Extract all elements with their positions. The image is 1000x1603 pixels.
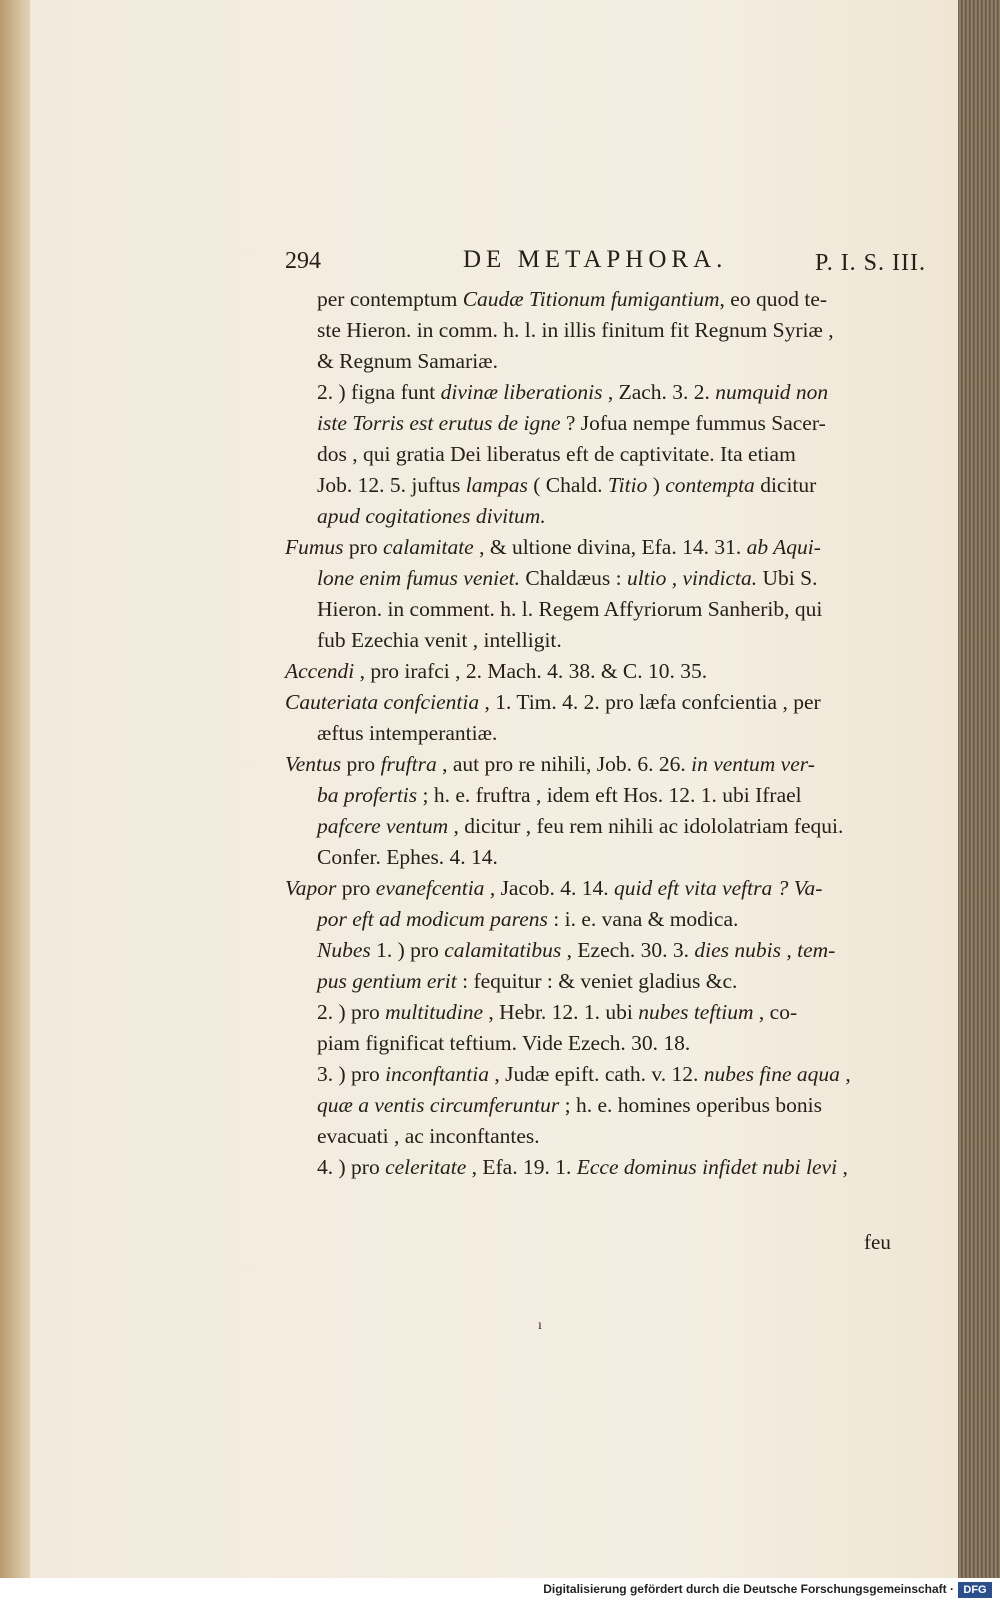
text-line: [285, 315, 935, 346]
italic-segment: Caudæ Titionum fumigantium: [462, 287, 720, 311]
text-segment: fub Ezechia venit , intelligit.: [317, 628, 562, 652]
text-line: [285, 625, 935, 656]
text-segment: dos , qui gratia Dei liberatus eft de captivitate. Ita etiam: [317, 442, 796, 466]
text-segment: Ubi S.: [757, 566, 818, 590]
text-line: [285, 563, 935, 594]
text-segment: evacuati , ac inconftantes.: [317, 1124, 540, 1148]
italic-segment: lone enim fumus veniet.: [317, 566, 521, 590]
italic-segment: quid eft vita veftra ? Va-: [614, 876, 823, 900]
italic-segment: nubes teftium: [638, 1000, 754, 1024]
text-line: [285, 811, 935, 842]
text-segment: ste Hieron. in comm. h. l. in illis finitum fit Regnum Syriæ ,: [317, 318, 834, 342]
italic-segment: dies nubis , tem-: [694, 938, 836, 962]
text-segment: , aut pro re nihili, Job. 6. 26.: [436, 752, 692, 776]
text-line: [285, 439, 935, 470]
text-segment: , Judæ epift. cath. v. 12.: [489, 1062, 704, 1086]
text-line: [285, 1059, 935, 1090]
text-segment: , Jacob. 4. 14.: [484, 876, 615, 900]
italic-segment: divinæ liberationis: [440, 380, 603, 404]
running-header: [285, 238, 935, 284]
text-segment: Hieron. in comment. h. l. Regem Affyriorum Sanherib, qui: [317, 597, 823, 621]
dfg-logo: DFG: [958, 1582, 992, 1598]
text-segment: ,: [837, 1155, 848, 1179]
text-segment: pro: [343, 535, 383, 559]
italic-segment: fruftra: [380, 752, 437, 776]
italic-segment: calamitate: [382, 535, 474, 559]
text-segment: , co-: [753, 1000, 798, 1024]
italic-segment: Nubes: [317, 938, 371, 962]
italic-segment: Ecce dominus infidet nubi levi: [576, 1155, 838, 1179]
text-line: [285, 377, 935, 408]
text-segment: , pro irafci , 2. Mach. 4. 38. & C. 10. 35.: [354, 659, 708, 683]
text-segment: , Ezech. 30. 3.: [561, 938, 695, 962]
italic-segment: por eft ad modicum parens: [317, 907, 548, 931]
text-segment: ? Jofua nempe fummus Sacer-: [560, 411, 826, 435]
book-spine: [0, 0, 30, 1578]
italic-segment: apud cogitationes divitum.: [317, 504, 546, 528]
text-segment: per contemptum: [317, 287, 463, 311]
italic-segment: Vapor: [285, 876, 337, 900]
body-text: [285, 284, 935, 1183]
text-segment: 2. ) figna funt: [317, 380, 441, 404]
text-line: [285, 997, 935, 1028]
page-mark: ı: [538, 1318, 542, 1333]
italic-segment: ba profertis: [317, 783, 418, 807]
page-number: 294: [285, 248, 321, 274]
text-line: [285, 501, 935, 532]
text-segment: æftus intemperantiæ.: [317, 721, 498, 745]
text-line: [285, 470, 935, 501]
italic-segment: Cauteriata confcientia: [285, 690, 480, 714]
italic-segment: evanefcentia: [375, 876, 485, 900]
text-line: [285, 1090, 935, 1121]
text-line: [285, 1028, 935, 1059]
italic-segment: Titio: [607, 473, 648, 497]
text-line: [285, 780, 935, 811]
text-line: [285, 966, 935, 997]
text-line: [285, 346, 935, 377]
text-segment: , Hebr. 12. 1. ubi: [483, 1000, 639, 1024]
italic-segment: calamitatibus: [444, 938, 562, 962]
text-segment: , eo quod te-: [719, 287, 828, 311]
italic-segment: numquid non: [715, 380, 829, 404]
text-segment: 3. ) pro: [317, 1062, 386, 1086]
text-line: [285, 532, 935, 563]
text-line: [285, 935, 935, 966]
italic-segment: Ventus: [285, 752, 342, 776]
italic-segment: pus gentium erit: [317, 969, 457, 993]
text-line: [285, 873, 935, 904]
text-segment: , Zach. 3. 2.: [602, 380, 716, 404]
italic-segment: iste Torris est erutus de igne: [317, 411, 561, 435]
text-segment: , & ultione divina, Efa. 14. 31.: [473, 535, 747, 559]
text-segment: , dicitur , feu rem nihili ac idololatriam fequi.: [448, 814, 844, 838]
italic-segment: Accendi: [285, 659, 355, 683]
part-section: P. I. S. III.: [815, 250, 927, 276]
italic-segment: multitudine: [385, 1000, 484, 1024]
catchword: feu: [864, 1230, 891, 1254]
italic-segment: lampas: [465, 473, 528, 497]
italic-segment: contempta: [665, 473, 755, 497]
text-segment: : i. e. vana & modica.: [547, 907, 739, 931]
text-line: [285, 1152, 935, 1183]
text-segment: pro: [336, 876, 376, 900]
italic-segment: in ventum ver-: [691, 752, 815, 776]
fore-edge: [958, 0, 1000, 1578]
italic-segment: pafcere ventum: [317, 814, 449, 838]
text-segment: : fequitur : & veniet gladius &c.: [456, 969, 738, 993]
page-text: [285, 238, 935, 1183]
text-segment: Job. 12. 5. juftus: [317, 473, 466, 497]
text-segment: , Efa. 19. 1.: [466, 1155, 577, 1179]
text-segment: ,: [839, 1062, 851, 1086]
text-segment: pro: [341, 752, 381, 776]
text-segment: ): [647, 473, 666, 497]
text-line: [285, 656, 935, 687]
digitization-credit: Digitalisierung gefördert durch die Deutsche Forschungsgemeinschaft ·: [543, 1582, 954, 1596]
text-line: [285, 1121, 935, 1152]
italic-segment: inconftantia: [385, 1062, 489, 1086]
italic-segment: nubes fine aqua: [703, 1062, 840, 1086]
italic-segment: ab Aqui-: [746, 535, 821, 559]
italic-segment: Fumus: [285, 535, 344, 559]
text-line: [285, 408, 935, 439]
text-segment: 4. ) pro: [317, 1155, 386, 1179]
text-segment: dicitur: [754, 473, 817, 497]
text-segment: & Regnum Samariæ.: [317, 349, 498, 373]
text-line: [285, 284, 935, 315]
text-segment: 1. ) pro: [370, 938, 445, 962]
text-segment: 2. ) pro: [317, 1000, 386, 1024]
text-line: [285, 594, 935, 625]
text-line: [285, 904, 935, 935]
text-line: [285, 718, 935, 749]
text-line: [285, 749, 935, 780]
footer: [0, 1578, 1000, 1603]
text-segment: ( Chald.: [527, 473, 608, 497]
text-segment: ; h. e. fruftra , idem eft Hos. 12. 1. ubi Ifrael: [417, 783, 802, 807]
text-segment: Confer. Ephes. 4. 14.: [317, 845, 498, 869]
text-line: [285, 687, 935, 718]
text-segment: , 1. Tim. 4. 2. pro læfa confcientia , per: [479, 690, 821, 714]
italic-segment: celeritate: [385, 1155, 467, 1179]
text-segment: ; h. e. homines operibus bonis: [559, 1093, 823, 1117]
italic-segment: quæ a ventis circumferuntur: [317, 1093, 560, 1117]
italic-segment: ultio , vindicta.: [626, 566, 758, 590]
text-segment: Chaldæus :: [520, 566, 627, 590]
running-title: DE METAPHORA.: [463, 246, 728, 273]
text-segment: piam fignificat teftium. Vide Ezech. 30. 18.: [317, 1031, 691, 1055]
text-line: [285, 842, 935, 873]
